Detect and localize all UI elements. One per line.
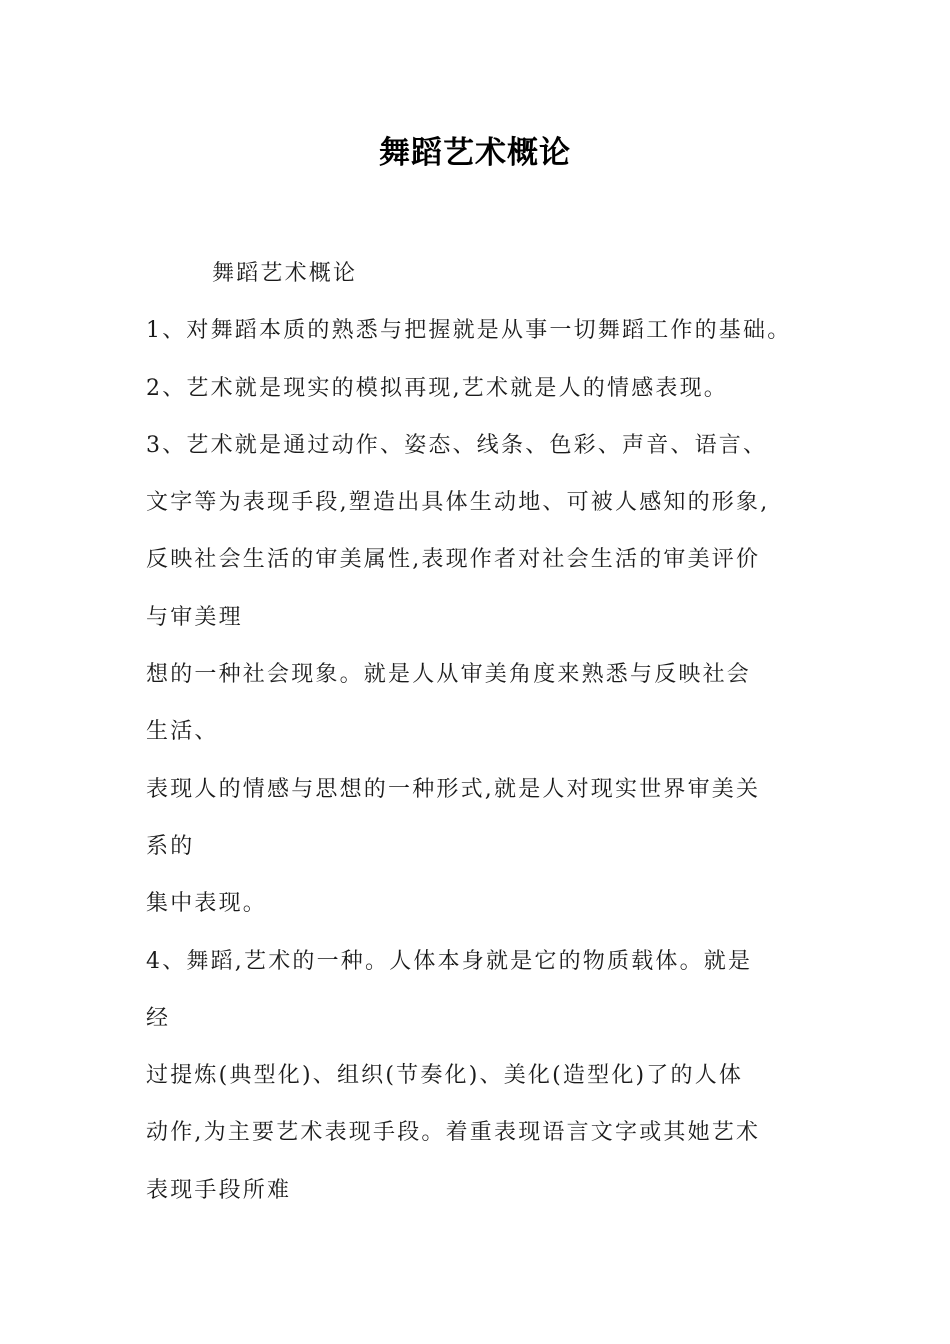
document-body xyxy=(146,245,818,1219)
paragraph-line: 经 xyxy=(146,1005,171,1031)
paragraph-line: 过提炼(典型化)、组织(节奏化)、美化(造型化)了的人体 xyxy=(146,1063,744,1089)
paragraph-line: 表现人的情感与思想的一种形式,就是人对现实世界审美关 xyxy=(146,776,761,802)
paragraph-line: 动作,为主要艺术表现手段。着重表现语言文字或其她艺术 xyxy=(146,1120,761,1146)
document-title: 舞蹈艺术概论 xyxy=(379,135,571,171)
paragraph-line: 2、艺术就是现实的模拟再现,艺术就是人的情感表现。 xyxy=(146,375,728,401)
paragraph-line: 系的 xyxy=(146,833,195,859)
paragraph-line: 表现手段所难 xyxy=(146,1177,292,1203)
paragraph-line: 文字等为表现手段,塑造出具体生动地、可被人感知的形象, xyxy=(146,490,770,516)
paragraph-subtitle: 舞蹈艺术概论 xyxy=(212,261,358,286)
paragraph-line: 生活、 xyxy=(146,719,219,745)
paragraph-line: 3、艺术就是通过动作、姿态、线条、色彩、声音、语言、 xyxy=(146,432,768,458)
paragraph-line: 反映社会生活的审美属性,表现作者对社会生活的审美评价 xyxy=(146,547,761,573)
paragraph-line: 4、舞蹈,艺术的一种。人体本身就是它的物质载体。就是 xyxy=(146,948,753,974)
paragraph-line: 与审美理 xyxy=(146,604,243,630)
paragraph-line: 想的一种社会现象。就是人从审美角度来熟悉与反映社会 xyxy=(146,662,752,688)
paragraph-line: 1、对舞蹈本质的熟悉与把握就是从事一切舞蹈工作的基础。 xyxy=(146,318,792,344)
paragraph-line: 集中表现。 xyxy=(146,891,268,917)
